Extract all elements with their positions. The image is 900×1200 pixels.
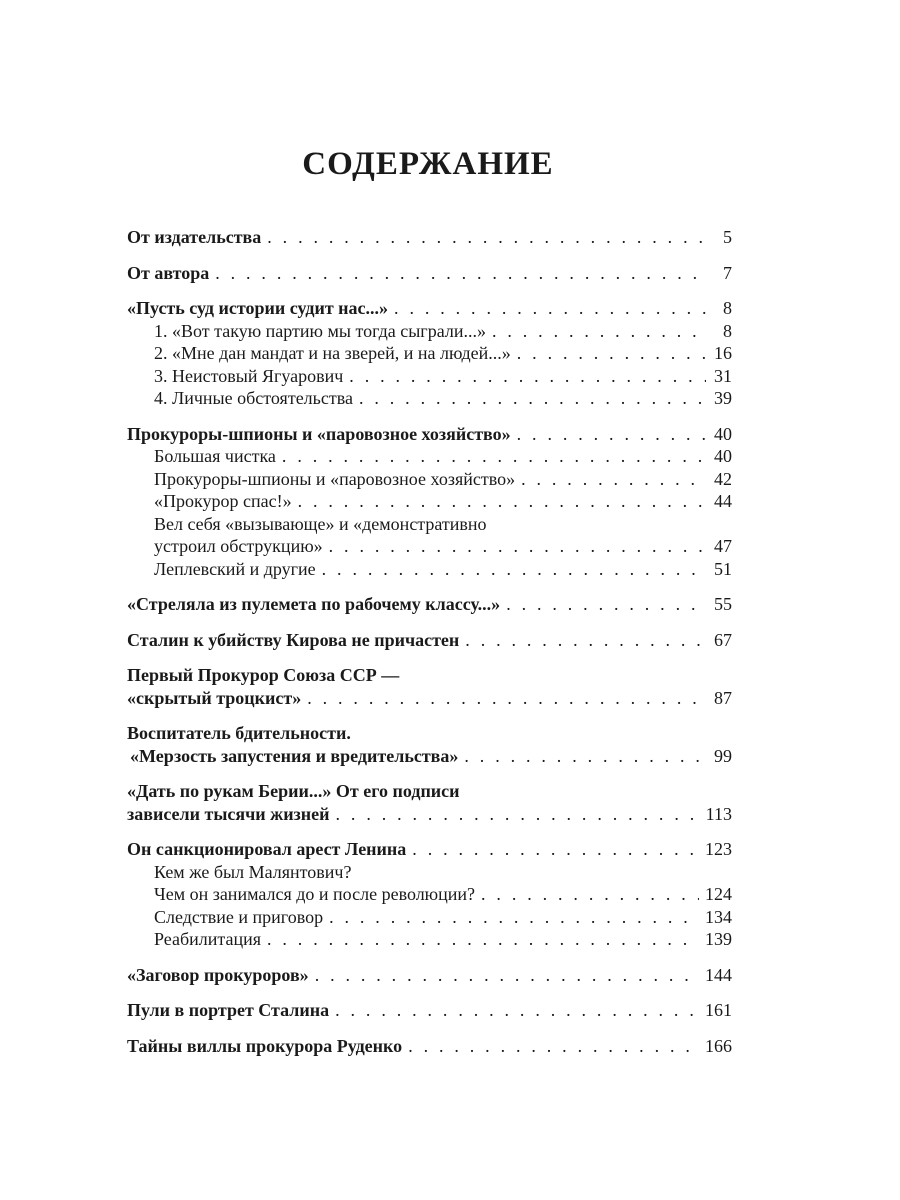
toc-page-number: 7 [723, 262, 732, 283]
toc-entry-title: Он санкционировал арест Ленина [127, 839, 407, 859]
toc-section [127, 297, 732, 410]
toc-entry-title: Прокуроры-шпионы и «паровозное хозяйство» [154, 468, 516, 489]
toc-page-number: 124 [705, 884, 732, 904]
toc-entry-title: 2. «Мне дан мандат и на зверей, и на людей...» [154, 343, 511, 363]
toc-page-number: 5 [723, 227, 732, 247]
dot-leader [267, 226, 706, 249]
dot-leader [282, 445, 706, 468]
toc-entry-title: 4. Личные обстоятельства [154, 388, 353, 408]
toc-entry-title: «Заговор прокуроров» [127, 964, 309, 985]
dot-leader [329, 906, 699, 929]
dot-leader [298, 490, 706, 513]
toc-page-number: 161 [705, 1000, 732, 1020]
toc-chapter-entry[interactable] [127, 838, 732, 861]
toc-subsection-entry[interactable] [127, 535, 732, 558]
toc-page-number: 134 [705, 906, 732, 927]
toc-page-number: 40 [714, 423, 732, 444]
toc-chapter-entry[interactable] [127, 1035, 732, 1058]
toc-page-number: 44 [714, 491, 732, 511]
toc-section [127, 964, 732, 987]
dot-leader [506, 593, 706, 616]
dot-leader [394, 297, 706, 320]
toc-subsection-entry[interactable] [127, 906, 732, 929]
toc-entry-title: 3. Неистовый Ягуарович [154, 365, 344, 386]
toc-chapter-entry[interactable] [127, 964, 732, 987]
toc-entry-title: 1. «Вот такую партию мы тогда сыграли...» [154, 320, 486, 341]
toc-chapter-entry[interactable] [127, 629, 732, 652]
toc-chapter-entry[interactable] [127, 226, 732, 249]
toc-entry-title: Пули в портрет Сталина [127, 1000, 330, 1020]
dot-leader [349, 365, 706, 388]
toc-entry-title: Тайны виллы прокурора Руденко [127, 1035, 403, 1056]
toc-entry-title: зависели тысячи жизней [127, 803, 330, 824]
toc-entry-line: Первый Прокурор Союза ССР — [127, 665, 400, 685]
toc-subsection-entry[interactable] [127, 490, 732, 513]
dot-leader [307, 687, 706, 710]
toc-page-number: 123 [705, 839, 732, 859]
toc-entry-title: Прокуроры-шпионы и «паровозное хозяйство» [127, 423, 511, 444]
toc-chapter-entry[interactable] [127, 687, 732, 710]
toc-section [127, 629, 732, 652]
toc-entry-title: Реабилитация [154, 929, 261, 949]
toc-page-number: 42 [714, 468, 732, 489]
table-of-contents [127, 226, 732, 1070]
toc-section [127, 664, 732, 709]
toc-page-number: 113 [705, 803, 732, 824]
toc-page-number: 31 [714, 365, 732, 386]
toc-chapter-entry[interactable] [127, 803, 732, 826]
toc-page-number: 99 [714, 745, 732, 766]
dot-leader [517, 423, 706, 446]
dot-leader [412, 838, 699, 861]
dot-leader [481, 883, 699, 906]
dot-leader [517, 342, 706, 365]
toc-page-number: 47 [714, 536, 732, 556]
toc-entry-title: От автора [127, 262, 210, 283]
toc-entry-title: Большая чистка [154, 446, 276, 466]
page-title: СОДЕРЖАНИЕ [302, 146, 554, 182]
toc-section [127, 262, 732, 285]
toc-subsection-entry[interactable] [127, 365, 732, 388]
toc-subsection-entry[interactable] [127, 558, 732, 581]
toc-page-number: 16 [714, 343, 732, 363]
toc-section [127, 593, 732, 616]
toc-entry-title: «Мерзость запустения и вредительства» [130, 745, 459, 766]
toc-page-number: 51 [714, 558, 732, 579]
toc-subsection-entry[interactable] [127, 883, 732, 906]
dot-leader [336, 803, 700, 826]
toc-page-number: 139 [705, 929, 732, 949]
toc-section [127, 722, 732, 767]
toc-page-number: 67 [714, 629, 732, 650]
toc-chapter-entry[interactable] [127, 745, 732, 768]
toc-entry-line: Кем же был Малянтович? [154, 861, 352, 882]
dot-leader [464, 745, 706, 768]
toc-page-number: 55 [714, 594, 732, 614]
toc-page-number: 144 [705, 964, 732, 985]
dot-leader [465, 629, 706, 652]
toc-chapter-entry[interactable] [127, 297, 732, 320]
toc-chapter-entry[interactable] [127, 999, 732, 1022]
toc-page-number: 8 [723, 298, 732, 318]
toc-entry-line: Воспитатель бдительности. [127, 723, 351, 743]
toc-entry-title: «скрытый троцкист» [127, 687, 302, 708]
dot-leader [335, 999, 699, 1022]
dot-leader [359, 387, 706, 410]
toc-entry-line: Вел себя «вызывающе» и «демонстративно [154, 513, 487, 534]
toc-entry-title: Следствие и приговор [154, 906, 324, 927]
toc-chapter-entry[interactable] [127, 593, 732, 616]
toc-entry-title: Чем он занимался до и после революции? [154, 884, 476, 904]
toc-entry-title: Сталин к убийству Кирова не причастен [127, 629, 460, 650]
toc-subsection-entry[interactable] [127, 468, 732, 491]
toc-chapter-entry[interactable] [127, 262, 732, 285]
dot-leader [521, 468, 706, 491]
toc-entry-title: «Пусть суд истории судит нас...» [127, 298, 389, 318]
toc-section [127, 226, 732, 249]
dot-leader [215, 262, 706, 285]
dot-leader [315, 964, 699, 987]
toc-subsection-entry[interactable] [127, 320, 732, 343]
toc-entry-title: устроил обструкцию» [154, 536, 323, 556]
toc-subsection-entry[interactable] [127, 387, 732, 410]
toc-chapter-entry[interactable] [127, 423, 732, 446]
dot-leader [322, 558, 706, 581]
toc-page-number: 40 [714, 446, 732, 466]
toc-page-number: 39 [714, 388, 732, 408]
dot-leader [492, 320, 706, 343]
toc-subsection-entry[interactable] [127, 928, 732, 951]
toc-page-number: 87 [714, 687, 732, 708]
dot-leader [408, 1035, 699, 1058]
toc-entry-line: «Дать по рукам Берии...» От его подписи [127, 781, 460, 801]
toc-page-number: 166 [705, 1035, 732, 1056]
dot-leader [329, 535, 706, 558]
toc-subsection-entry[interactable] [127, 342, 732, 365]
toc-entry-title: «Стреляла из пулемета по рабочему классу...» [127, 594, 501, 614]
toc-section [127, 780, 732, 825]
toc-section [127, 999, 732, 1022]
toc-subsection-entry[interactable] [127, 445, 732, 468]
toc-entry-title: От издательства [127, 227, 262, 247]
toc-section [127, 838, 732, 951]
toc-entry-title: Леплевский и другие [154, 558, 316, 579]
toc-section [127, 1035, 732, 1058]
dot-leader [267, 928, 699, 951]
toc-section [127, 423, 732, 581]
toc-page-number: 8 [723, 320, 732, 341]
toc-entry-title: «Прокурор спас!» [154, 491, 292, 511]
